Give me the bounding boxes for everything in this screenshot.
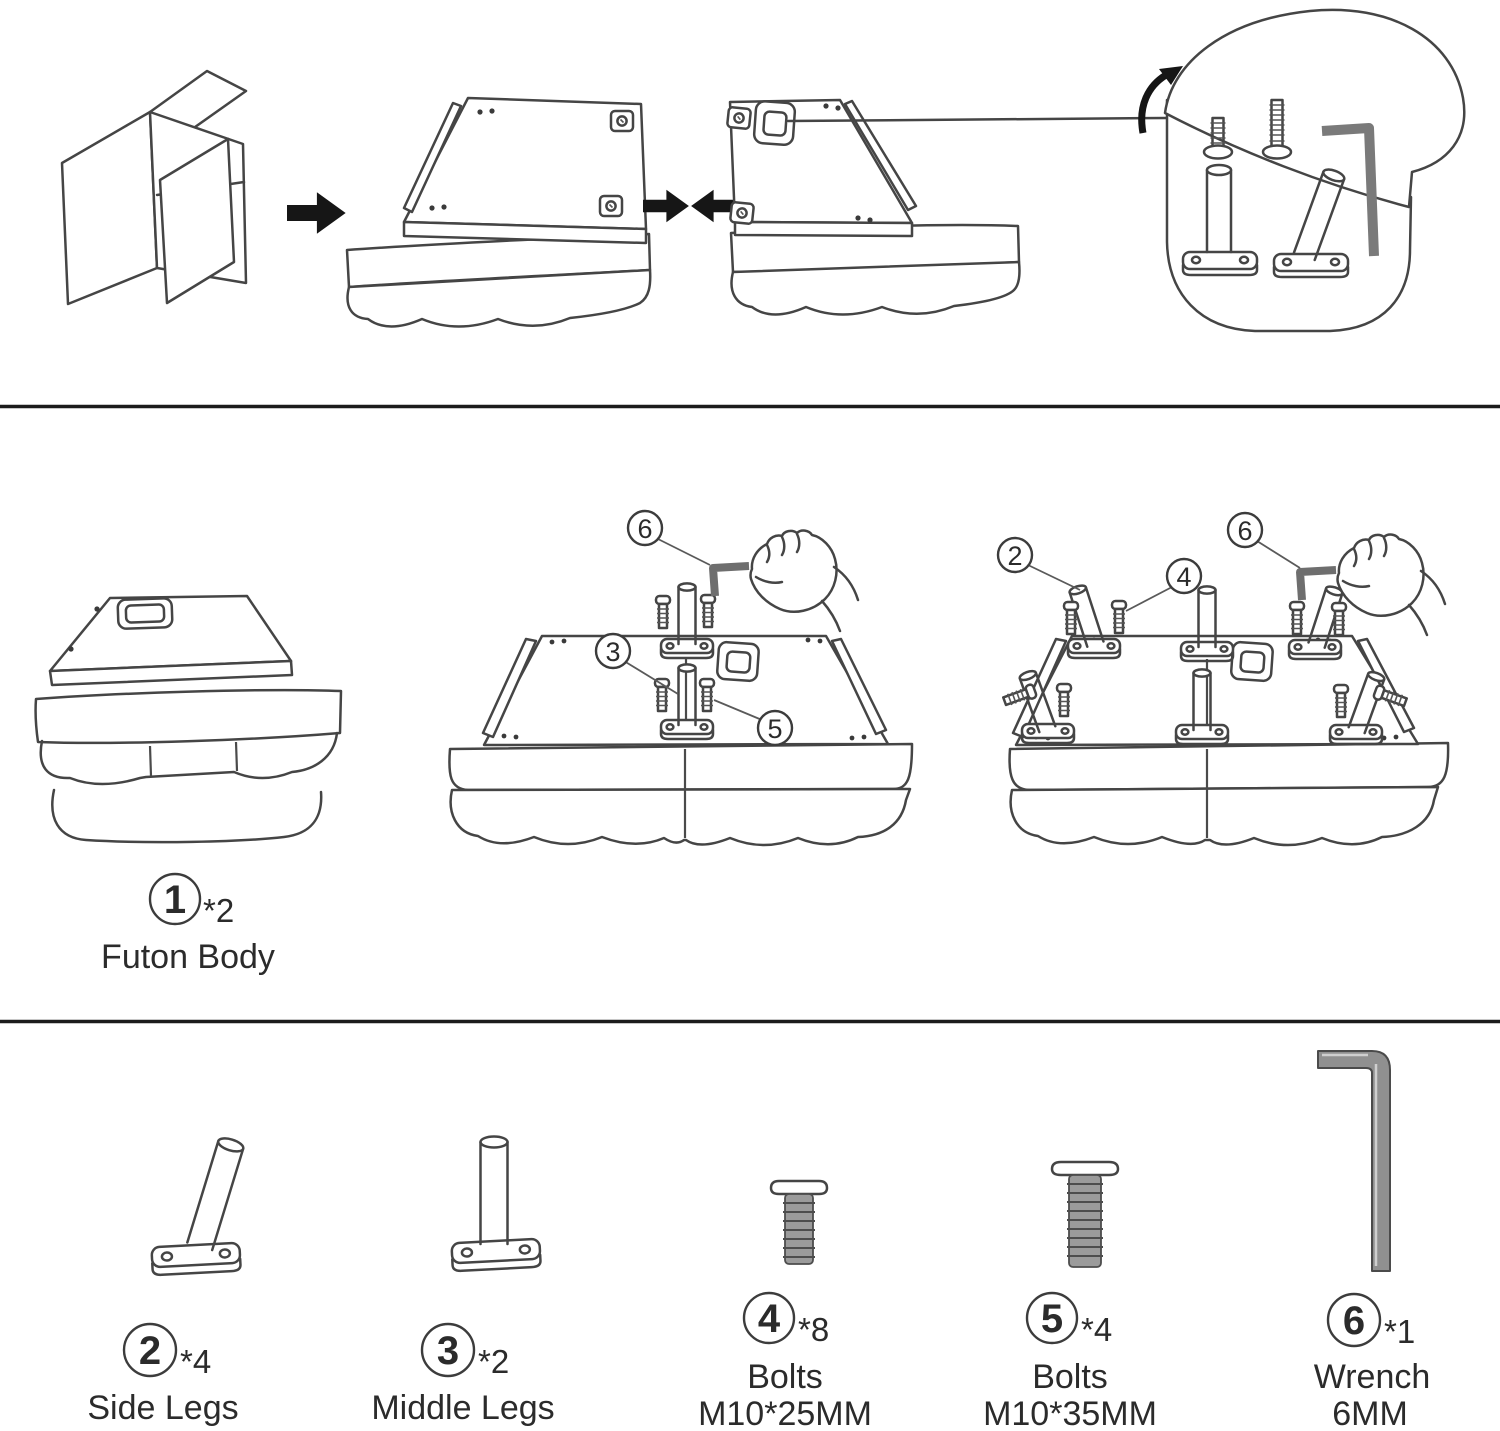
part1-label (101, 874, 275, 976)
section-unboxing (62, 10, 1464, 331)
part3-qty: *2 (478, 1343, 510, 1380)
callout-6 (628, 511, 662, 545)
handle-cutout-icon (1231, 642, 1273, 682)
part5-label (983, 1293, 1157, 1431)
handle-cutout-icon (717, 642, 759, 682)
svg-text:5: 5 (767, 714, 783, 744)
part4-name: Bolts (747, 1358, 823, 1396)
part2-label (87, 1324, 238, 1427)
part3-name: Middle Legs (371, 1389, 555, 1427)
hardware-pouch-detail-icon (1165, 10, 1464, 331)
part3-number: 3 (436, 1329, 460, 1373)
push-together-arrows-icon (643, 190, 737, 222)
part5-qty: *4 (1081, 1311, 1113, 1348)
diagram-attach-side-legs (998, 513, 1448, 845)
arrow-right-icon (287, 192, 346, 233)
svg-text:6: 6 (637, 514, 653, 544)
part2-name: Side Legs (87, 1389, 239, 1427)
callout-3 (596, 634, 630, 668)
part4-label (698, 1293, 872, 1431)
bolt-long-part-icon (1052, 1162, 1118, 1267)
open-box-icon (62, 71, 246, 304)
section-assembly (36, 511, 1449, 976)
section-parts-list (87, 1051, 1430, 1431)
callout-4 (1167, 559, 1201, 593)
wrench-part-icon (1318, 1051, 1390, 1271)
part1-number: 1 (163, 878, 187, 922)
svg-text:6: 6 (1237, 516, 1253, 546)
hex-wrench-icon (713, 566, 749, 596)
callout-6 (1228, 513, 1262, 547)
part2-number: 2 (138, 1329, 162, 1373)
part6-number: 6 (1342, 1299, 1366, 1343)
middle-leg-part-icon (451, 1137, 540, 1272)
bolt-short-part-icon (771, 1181, 827, 1264)
part5-spec: M10*35MM (983, 1395, 1157, 1431)
svg-text:2: 2 (1007, 541, 1023, 571)
part6-spec: 6MM (1332, 1395, 1408, 1431)
part4-spec: M10*25MM (698, 1395, 872, 1431)
svg-text:4: 4 (1176, 562, 1192, 592)
part6-qty: *1 (1384, 1313, 1416, 1350)
diagram-attach-middle-legs (449, 511, 912, 845)
part2-qty: *4 (180, 1343, 212, 1380)
part3-label (371, 1324, 554, 1427)
part1-qty: *2 (203, 892, 235, 929)
hand-icon (1338, 535, 1445, 635)
middle-leg-icon (1183, 165, 1257, 275)
part4-number: 4 (757, 1297, 781, 1341)
hand-icon (751, 531, 858, 631)
callout-2 (998, 538, 1032, 572)
side-leg-part-icon (151, 1136, 244, 1275)
callout-5 (758, 711, 792, 745)
part4-qty: *8 (798, 1311, 830, 1348)
svg-text:3: 3 (605, 637, 621, 667)
hex-wrench-icon (1300, 570, 1336, 600)
part1-name: Futon Body (101, 938, 275, 976)
futon-body-stack-icon (36, 596, 341, 842)
part5-number: 5 (1040, 1297, 1064, 1341)
futon-half-handle-icon (727, 100, 1019, 315)
futon-half-bottom-icon (347, 98, 650, 327)
part5-name: Bolts (1032, 1358, 1108, 1396)
part6-name: Wrench (1313, 1358, 1431, 1396)
part6-label (1314, 1294, 1431, 1431)
